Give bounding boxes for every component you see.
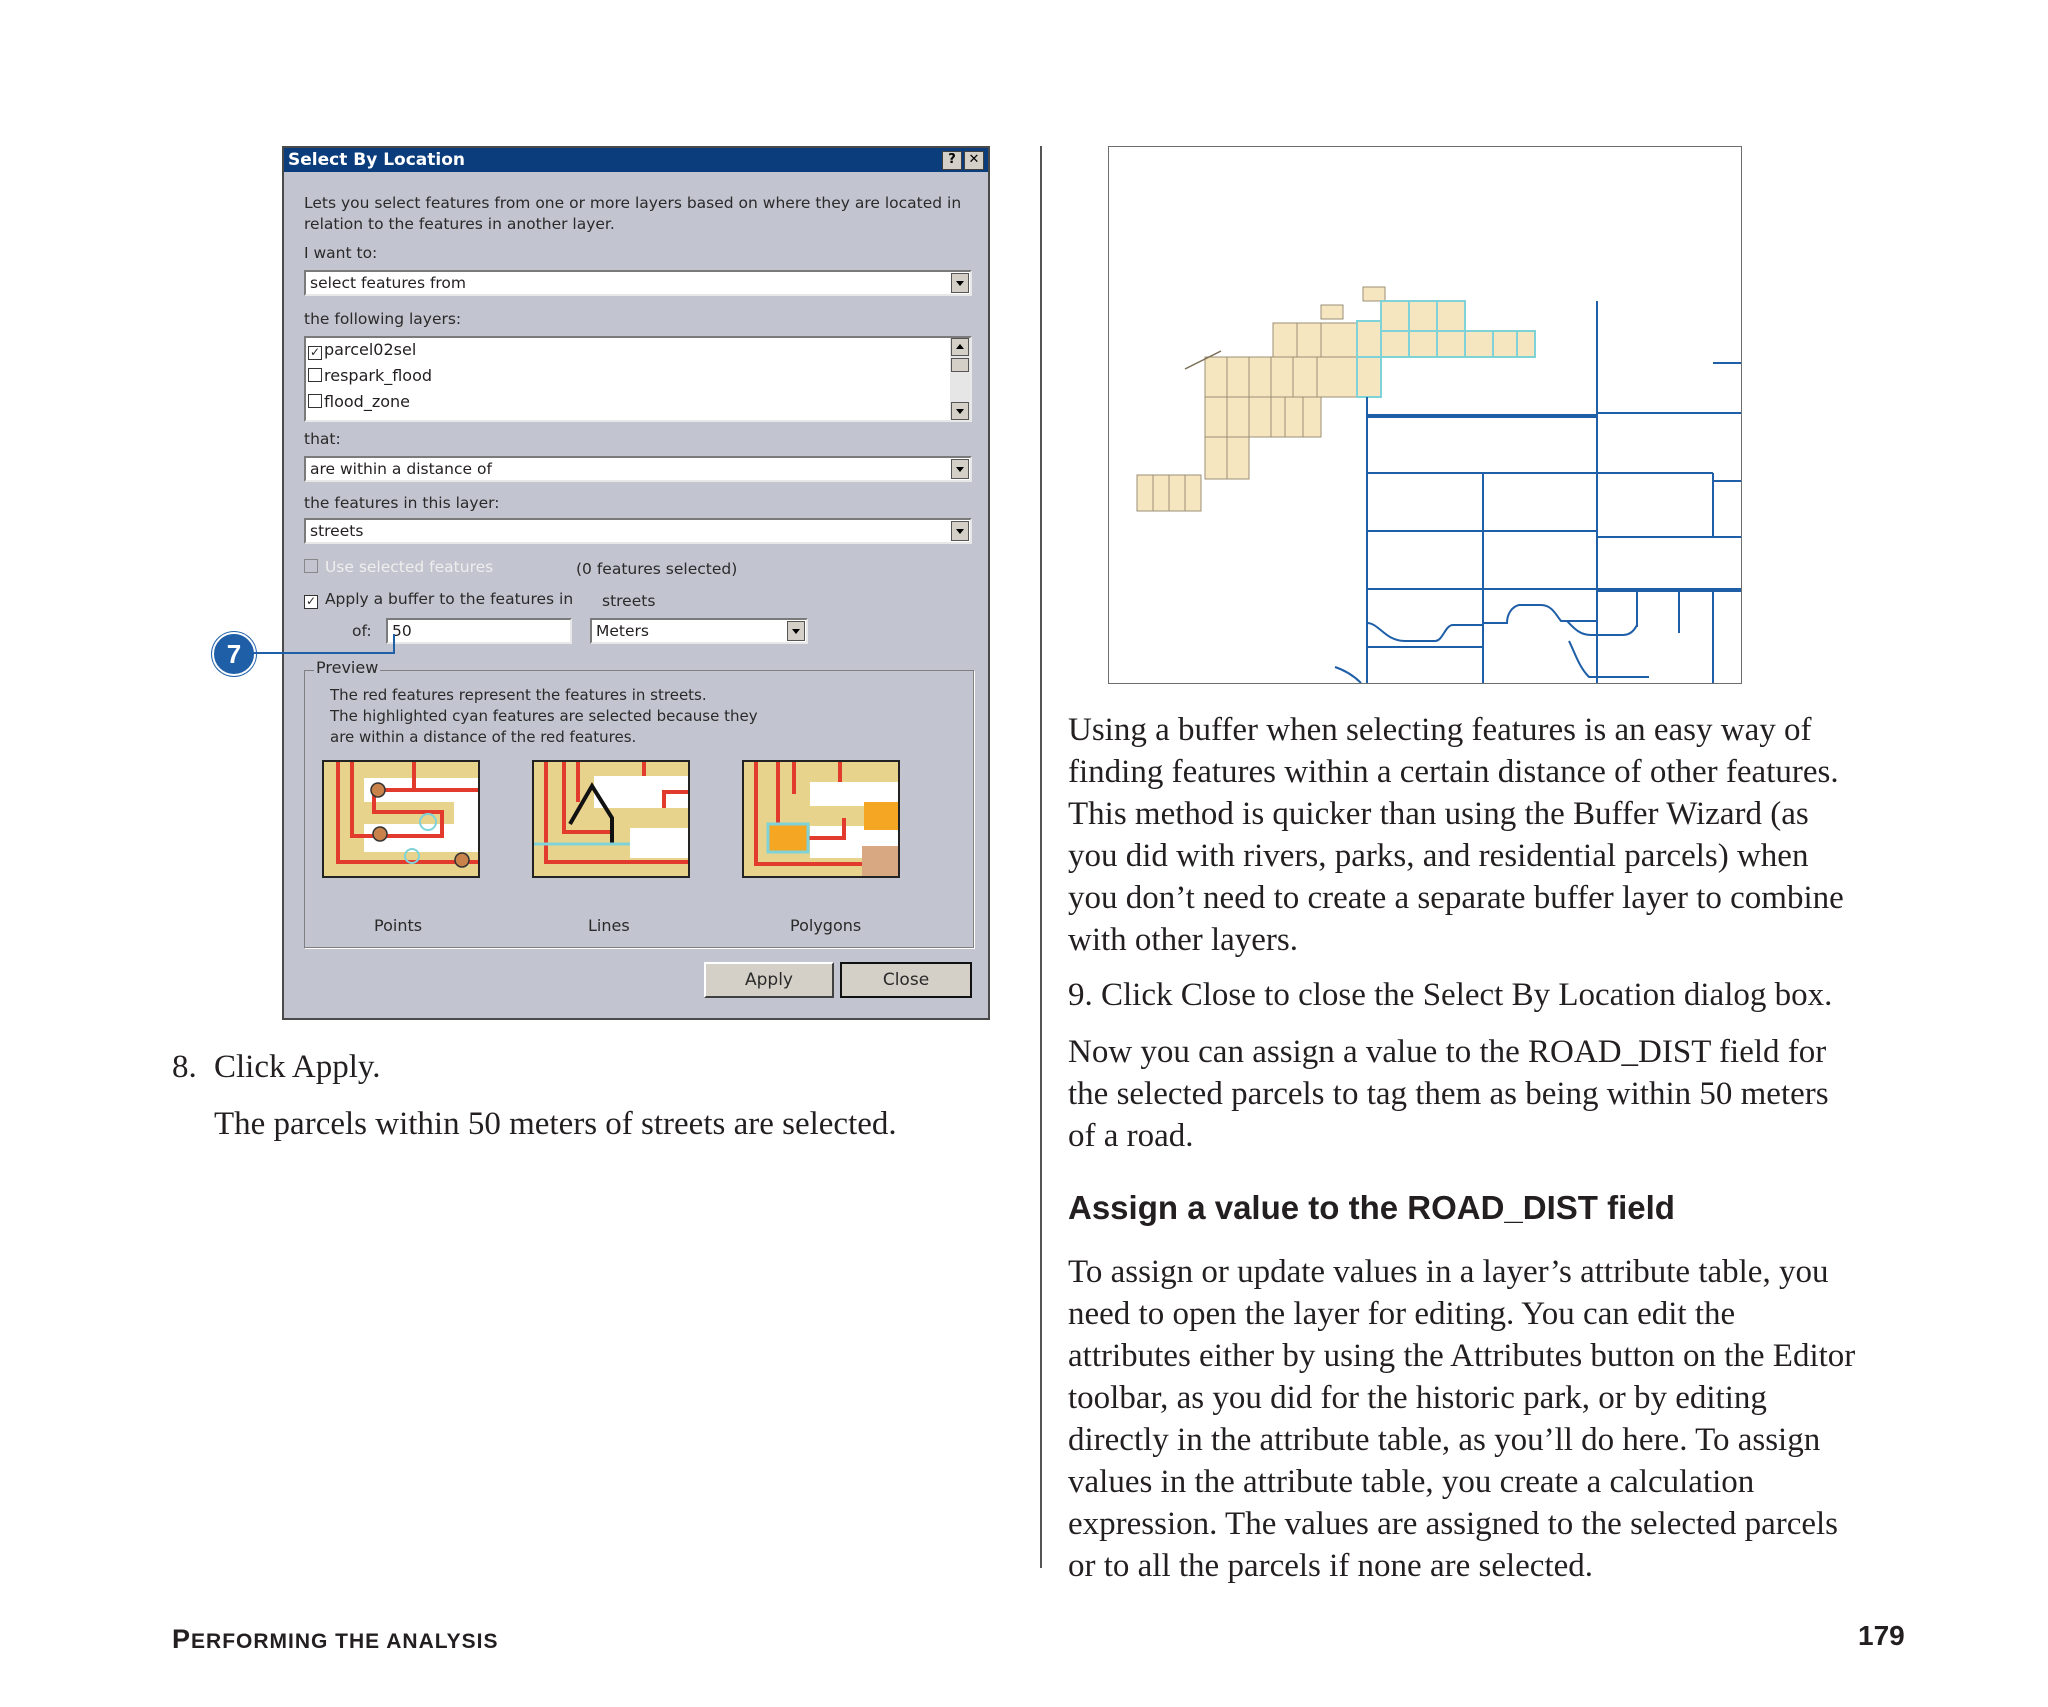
of-label: of: (352, 622, 372, 640)
checkbox-icon[interactable] (308, 368, 322, 382)
chevron-down-icon[interactable] (951, 459, 969, 479)
buffer-paragraph-line-5: you don’t need to create a separate buffer layer to combine (1068, 880, 1844, 916)
assign-paragraph-line-7: expression. The values are assigned to the selected parcels (1068, 1506, 1839, 1542)
selected-count: (0 features selected) (576, 560, 738, 578)
scroll-down-icon[interactable] (951, 402, 969, 420)
scroll-up-icon[interactable] (951, 338, 969, 356)
preview-text-line-1: The red features represent the features in streets. (330, 686, 707, 704)
parcel-map (1108, 146, 1742, 684)
buffer-paragraph-line-1: Using a buffer when selecting features is an easy way of (1068, 712, 1812, 748)
assign-paragraph-line-6: values in the attribute table, you create a calculation (1068, 1464, 1755, 1500)
use-selected-option[interactable] (304, 558, 493, 576)
chevron-down-icon[interactable] (951, 273, 969, 293)
layers-scrollbar[interactable] (950, 338, 970, 420)
callout-leader-line (252, 634, 400, 658)
checkbox-checked-icon[interactable]: ✓ (309, 345, 321, 359)
preview-text-line-3: are within a distance of the red features. (330, 728, 637, 746)
section-footer (172, 1624, 498, 1655)
step-7-callout: 7 (212, 632, 256, 676)
dialog-title: Select By Location (288, 150, 466, 170)
checkbox-disabled-icon[interactable] (304, 559, 318, 573)
buffer-distance-input[interactable]: 50 (386, 618, 572, 644)
dialog-titlebar (284, 148, 988, 172)
polygons-label: Polygons (790, 916, 862, 935)
chevron-down-icon[interactable] (787, 621, 805, 641)
assign-paragraph-line-8: or to all the parcels if none are selected. (1068, 1548, 1594, 1584)
buffer-layer-name: streets (602, 592, 656, 610)
road-dist-paragraph-line-2: the selected parcels to tag them as being within 50 meters (1068, 1076, 1829, 1112)
units-dropdown[interactable] (590, 618, 808, 644)
preview-label: Preview (316, 658, 379, 677)
points-preview-image (322, 760, 480, 878)
layer-item-parcel02sel[interactable]: ✓ parcel02sel (309, 340, 417, 359)
use-selected-label: Use selected features (324, 558, 494, 576)
checkbox-checked-icon[interactable]: ✓ (305, 594, 317, 608)
step-8-result: The parcels within 50 meters of streets are selected. (214, 1106, 897, 1142)
select-by-location-dialog (282, 146, 990, 1020)
parcel-map-drawing (1109, 147, 1741, 683)
target-layer-label: the features in this layer: (304, 494, 500, 512)
section-footer-rest: ERFORMING THE ANALYSIS (191, 1630, 499, 1653)
relation-value: are within a distance of (310, 460, 492, 478)
buffer-paragraph-line-3: This method is quicker than using the Buffer Wizard (as (1068, 796, 1809, 832)
units-value: Meters (596, 622, 649, 640)
assign-paragraph-line-1: To assign or update values in a layer’s attribute table, you (1068, 1254, 1829, 1290)
relation-dropdown[interactable] (304, 456, 972, 482)
section-footer-initial: P (172, 1624, 192, 1654)
assign-paragraph-line-4: toolbar, as you did for the historic park, or by editing (1068, 1380, 1767, 1416)
layers-listbox[interactable] (304, 336, 972, 422)
assign-paragraph-line-2: need to open the layer for editing. You can edit the (1068, 1296, 1736, 1332)
close-x-button[interactable]: ✕ (964, 151, 984, 170)
apply-button[interactable]: Apply (704, 962, 834, 998)
assign-paragraph-line-5: directly in the attribute table, as you’ll do here. To assign (1068, 1422, 1821, 1458)
section-heading: Assign a value to the ROAD_DIST field (1068, 1189, 1675, 1226)
checkbox-icon[interactable] (308, 394, 322, 408)
road-dist-paragraph-line-1: Now you can assign a value to the ROAD_DIST field for (1068, 1034, 1827, 1070)
target-layer-dropdown[interactable] (304, 518, 972, 544)
i-want-to-label: I want to: (304, 244, 378, 262)
polygons-preview-image (742, 760, 900, 878)
chevron-down-icon[interactable] (951, 521, 969, 541)
lines-label: Lines (588, 916, 630, 935)
layers-label: the following layers: (304, 310, 462, 328)
step-8-text: Click Apply. (214, 1049, 381, 1085)
road-dist-paragraph-line-3: of a road. (1068, 1118, 1194, 1154)
that-label: that: (304, 430, 341, 448)
layer-item-flood-zone[interactable]: flood_zone (308, 392, 410, 411)
page-number: 179 (1858, 1620, 1905, 1651)
buffer-paragraph-line-6: with other layers. (1068, 922, 1299, 958)
layer-item-respark-flood[interactable]: respark_flood (308, 366, 432, 385)
scroll-thumb[interactable] (951, 358, 969, 372)
target-layer-value: streets (310, 522, 364, 540)
step-8-number: 8. (172, 1049, 197, 1085)
dialog-description-line-2: relation to the features in another layer. (304, 215, 615, 233)
method-dropdown[interactable] (304, 270, 972, 296)
lines-preview-image (532, 760, 690, 878)
method-value: select features from (310, 274, 467, 292)
apply-buffer-label: Apply a buffer to the features in (324, 590, 574, 608)
dialog-description-line-1: Lets you select features from one or more layers based on where they are located in (304, 194, 962, 212)
buffer-paragraph-line-4: you did with rivers, parks, and residential parcels) when (1068, 838, 1809, 874)
assign-paragraph-line-3: attributes either by using the Attributes button on the Editor (1068, 1338, 1856, 1374)
step-9-text: 9. Click Close to close the Select By Location dialog box. (1068, 977, 1833, 1013)
help-button[interactable]: ? (942, 151, 962, 170)
column-divider (1040, 146, 1042, 1568)
apply-buffer-option[interactable] (304, 590, 573, 609)
points-label: Points (374, 916, 423, 935)
buffer-paragraph-line-2: finding features within a certain distance of other features. (1068, 754, 1839, 790)
close-button[interactable]: Close (840, 962, 972, 998)
preview-text-line-2: The highlighted cyan features are selected because they (330, 707, 758, 725)
